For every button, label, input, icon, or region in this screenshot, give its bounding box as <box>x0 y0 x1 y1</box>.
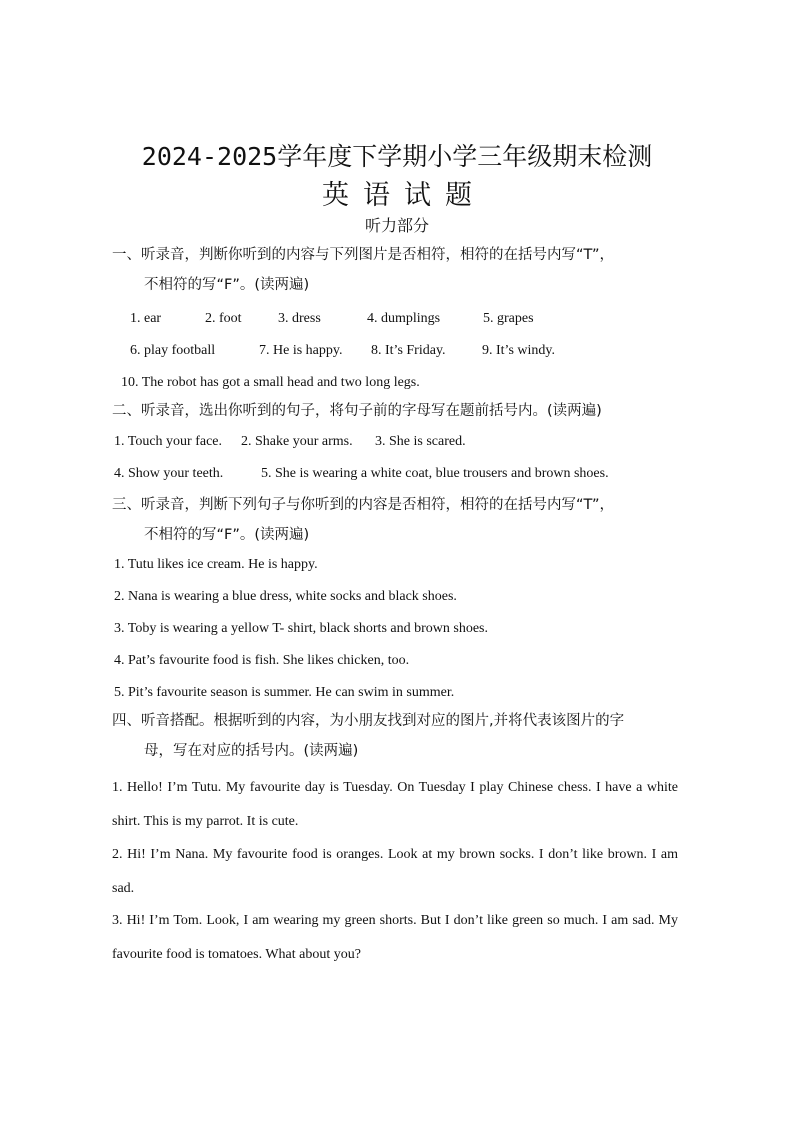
section-4-heading <box>112 706 692 766</box>
list-item: 2. Shake your arms. <box>241 434 353 449</box>
list-item: 1. ear <box>130 311 162 326</box>
list-item: 5. She is wearing a white coat, blue trousers and brown shoes. <box>261 466 609 481</box>
list-item: 4. dumplings <box>367 311 441 326</box>
paragraph-item-3: 3. Hi! I’m Tom. Look, I am wearing my green shorts. But I don’t like green so much. I am sad. My favourite food is tomatoes. What about you? <box>112 913 678 962</box>
list-item: 4. Show your teeth. <box>114 466 224 481</box>
section-1-items-row-2 <box>130 343 555 359</box>
list-item: 5. Pit’s favourite season is summer. He can swim in summer. <box>114 685 455 700</box>
section-4-heading-line-1: 四、听音搭配。根据听到的内容，为小朋友找到对应的图片,并将代表该图片的字 <box>112 713 625 729</box>
section-2-heading <box>112 396 692 426</box>
section-1-heading <box>112 240 692 300</box>
paragraph-item-2: 2. Hi! I’m Nana. My favourite food is oranges. Look at my brown socks. I don’t like brown. I am sad. <box>112 847 678 896</box>
paragraph-item-1: 1. Hello! I’m Tutu. My favourite day is Tuesday. On Tuesday I play Chinese chess. I have a white shirt. This is my parrot. It is cute. <box>112 780 678 829</box>
section-1-heading-line-2: 不相符的写“F”。(读两遍) <box>144 277 310 293</box>
list-item: 1. Tutu likes ice cream. He is happy. <box>114 557 318 572</box>
list-item: 3. She is scared. <box>375 434 466 449</box>
list-item: 6. play football <box>130 343 216 358</box>
list-item: 3. Toby is wearing a yellow T- shirt, black shorts and brown shoes. <box>114 621 488 636</box>
section-1-items-row-1 <box>130 311 534 327</box>
section-2-items-row-2 <box>114 466 609 482</box>
list-item: 9. It’s windy. <box>482 343 555 358</box>
list-item: 5. grapes <box>483 311 534 326</box>
list-item: 10. The robot has got a small head and two long legs. <box>121 375 420 390</box>
section-4-heading-line-2: 母，写在对应的括号内。(读两遍) <box>144 743 359 759</box>
list-item: 1. Touch your face. <box>114 434 223 449</box>
listening-part-label: 听力部分 <box>364 216 429 235</box>
list-item: 4. Pat’s favourite food is fish. She likes chicken, too. <box>114 653 410 668</box>
section-1-items-row-3 <box>121 375 420 391</box>
exam-subject-title: 英语试题 <box>322 180 486 211</box>
list-item: 8. It’s Friday. <box>371 343 446 358</box>
exam-title: 2024-2025学年度下学期小学三年级期末检测 <box>141 142 653 171</box>
list-item: 2. foot <box>205 311 242 326</box>
section-3-heading <box>112 490 692 550</box>
list-item: 7. He is happy. <box>259 343 343 358</box>
list-item: 2. Nana is wearing a blue dress, white socks and black shoes. <box>114 589 457 604</box>
section-2-items-row-1 <box>114 434 466 450</box>
section-3-heading-line-1: 三、听录音，判断下列句子与你听到的内容是否相符，相符的在括号内写“T”， <box>112 497 615 513</box>
list-item: 3. dress <box>278 311 321 326</box>
section-2-heading-line-1: 二、听录音，选出你听到的句子，将句子前的字母写在题前括号内。(读两遍) <box>112 403 602 419</box>
section-3-heading-line-2: 不相符的写“F”。(读两遍) <box>144 527 310 543</box>
section-1-heading-line-1: 一、听录音，判断你听到的内容与下列图片是否相符，相符的在括号内写“T”， <box>112 247 615 263</box>
